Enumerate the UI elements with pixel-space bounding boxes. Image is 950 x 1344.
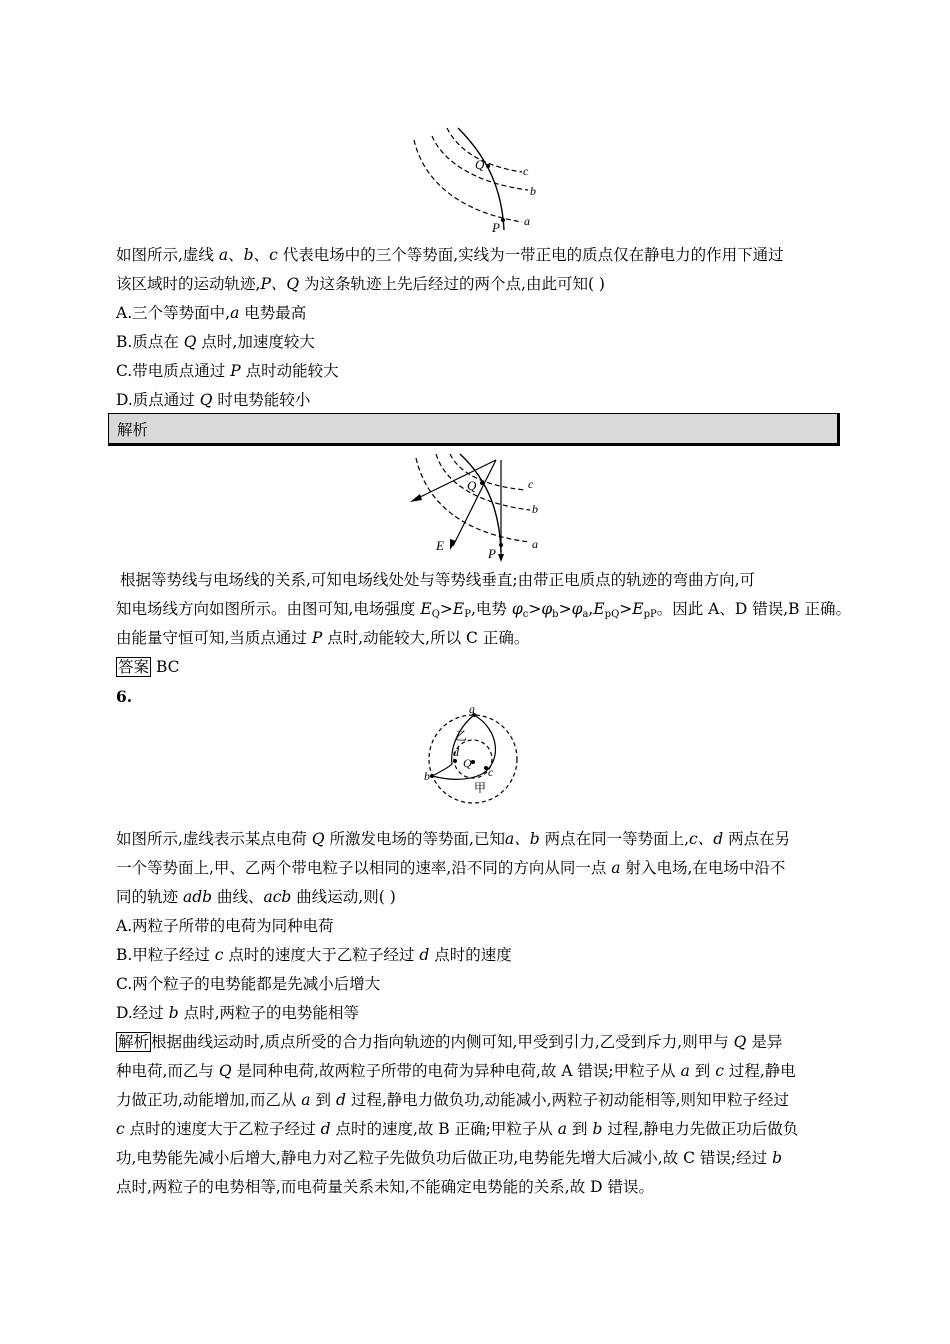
q5-option-d: D.质点通过 Q 时电势能较小 <box>116 391 311 409</box>
field-lines-figure <box>400 450 560 565</box>
equipotential-trajectory-figure <box>400 122 550 237</box>
q6-explanation-line3: 力做正功,动能增加,而乙从 a 到 d 过程,静电力做负功,动能减小,两粒子初动能相等,则知甲粒子经过 <box>116 1091 790 1109</box>
svg-text:a: a <box>532 537 538 551</box>
q6-explanation-line6: 点时,两粒子的电势相等,而电荷量关系未知,不能确定电势能的关系,故 D 错误。 <box>116 1178 654 1196</box>
q6-explanation-line1: 解析 根据曲线运动时,质点所受的合力指向轨迹的内侧可知,甲受到引力,乙受到斥力,则甲与 Q 是异 <box>118 1033 783 1051</box>
svg-text:P: P <box>492 220 500 235</box>
svg-text:c: c <box>523 164 529 178</box>
q6-explanation-line4: c 点时的速度大于乙粒子经过 d 点时的速度,故 B 正确;甲粒子从 a 到 b 过程,静电力先做正功后做负 <box>116 1120 799 1138</box>
q6-option-c: C.两个粒子的电势能都是先减小后增大 <box>116 975 381 993</box>
q6-stem-line1: 如图所示,虚线表示某点电荷 Q 所激发电场的等势面,已知a、b 两点在同一等势面上,c、d 两点在另 <box>116 830 791 848</box>
q5-stem-line2: 该区域时的运动轨迹,P、Q 为这条轨迹上先后经过的两个点,由此可知( ) <box>116 275 605 293</box>
point-charge-figure <box>420 704 530 804</box>
q6-explanation-line2: 种电荷,而乙与 Q 是同种电荷,故两粒子所带的电荷为异种电荷,故 A 错误;甲粒子从 a 到 c 过程,静电 <box>116 1062 796 1080</box>
q5-answer: 答案 BC <box>118 658 180 676</box>
svg-text:P: P <box>488 546 496 561</box>
svg-text:Q: Q <box>463 756 472 770</box>
equipotential-c <box>447 128 522 172</box>
q5-option-c: C.带电质点通过 P 点时动能较大 <box>116 362 339 380</box>
svg-text:b: b <box>532 502 538 516</box>
svg-text:a: a <box>524 214 530 228</box>
q5-option-b: B.质点在 Q 点时,加速度较大 <box>116 333 315 351</box>
q5-explanation-line2: 知电场线方向如图所示。由图可知,电场强度 $E_Q>E_P$,电势 $\varphi_c>\varphi_b>\varphi_a,E_{pQ}>E_{pP}$。因此 A、D 错误,B 正确。 <box>116 600 851 620</box>
svg-text:甲: 甲 <box>474 781 487 795</box>
svg-text:Q: Q <box>475 157 485 172</box>
q6-number: 6. <box>116 687 133 706</box>
svg-text:c: c <box>528 477 534 491</box>
svg-text:d: d <box>453 745 459 759</box>
svg-text:乙: 乙 <box>455 729 468 743</box>
svg-text:a: a <box>469 704 475 716</box>
q5-option-a: A.三个等势面中,a 电势最高 <box>116 304 307 322</box>
q5-explanation-line1: 根据等势线与电场线的关系,可知电场线处处与等势线垂直;由带正电质点的轨迹的弯曲方向,可 <box>120 571 756 589</box>
q6-option-a: A.两粒子所带的电荷为同种电荷 <box>116 917 334 935</box>
svg-text:b: b <box>530 184 536 198</box>
q6-stem-line3: 同的轨迹 adb 曲线、acb 曲线运动,则( ) <box>116 888 396 906</box>
q6-stem-line2: 一个等势面上,甲、乙两个带电粒子以相同的速率,沿不同的方向从同一点 a 射入电场,在电场中沿不 <box>116 859 786 877</box>
q5-stem-line1: 如图所示,虚线 a、b、c 代表电场中的三个等势面,实线为一带正电的质点仅在静电力的作用下通过 <box>116 246 784 264</box>
q6-option-d: D.经过 b 点时,两粒子的电势能相等 <box>116 1004 360 1022</box>
q5-explanation-line3: 由能量守恒可知,当质点通过 P 点时,动能较大,所以 C 正确。 <box>116 629 530 647</box>
q6-option-b: B.甲粒子经过 c 点时的速度大于乙粒子经过 d 点时的速度 <box>116 946 512 964</box>
svg-text:c: c <box>488 765 494 779</box>
svg-text:b: b <box>424 769 430 783</box>
q6-explanation-line5: 功,电势能先减小后增大,静电力对乙粒子先做负功后做正功,电势能先增大后减小,故 C 错误;经过 b <box>116 1149 783 1167</box>
svg-text:E: E <box>436 538 444 553</box>
svg-text:Q: Q <box>467 478 477 493</box>
trajectory <box>458 128 504 230</box>
analysis-header: 解析 <box>108 413 840 446</box>
